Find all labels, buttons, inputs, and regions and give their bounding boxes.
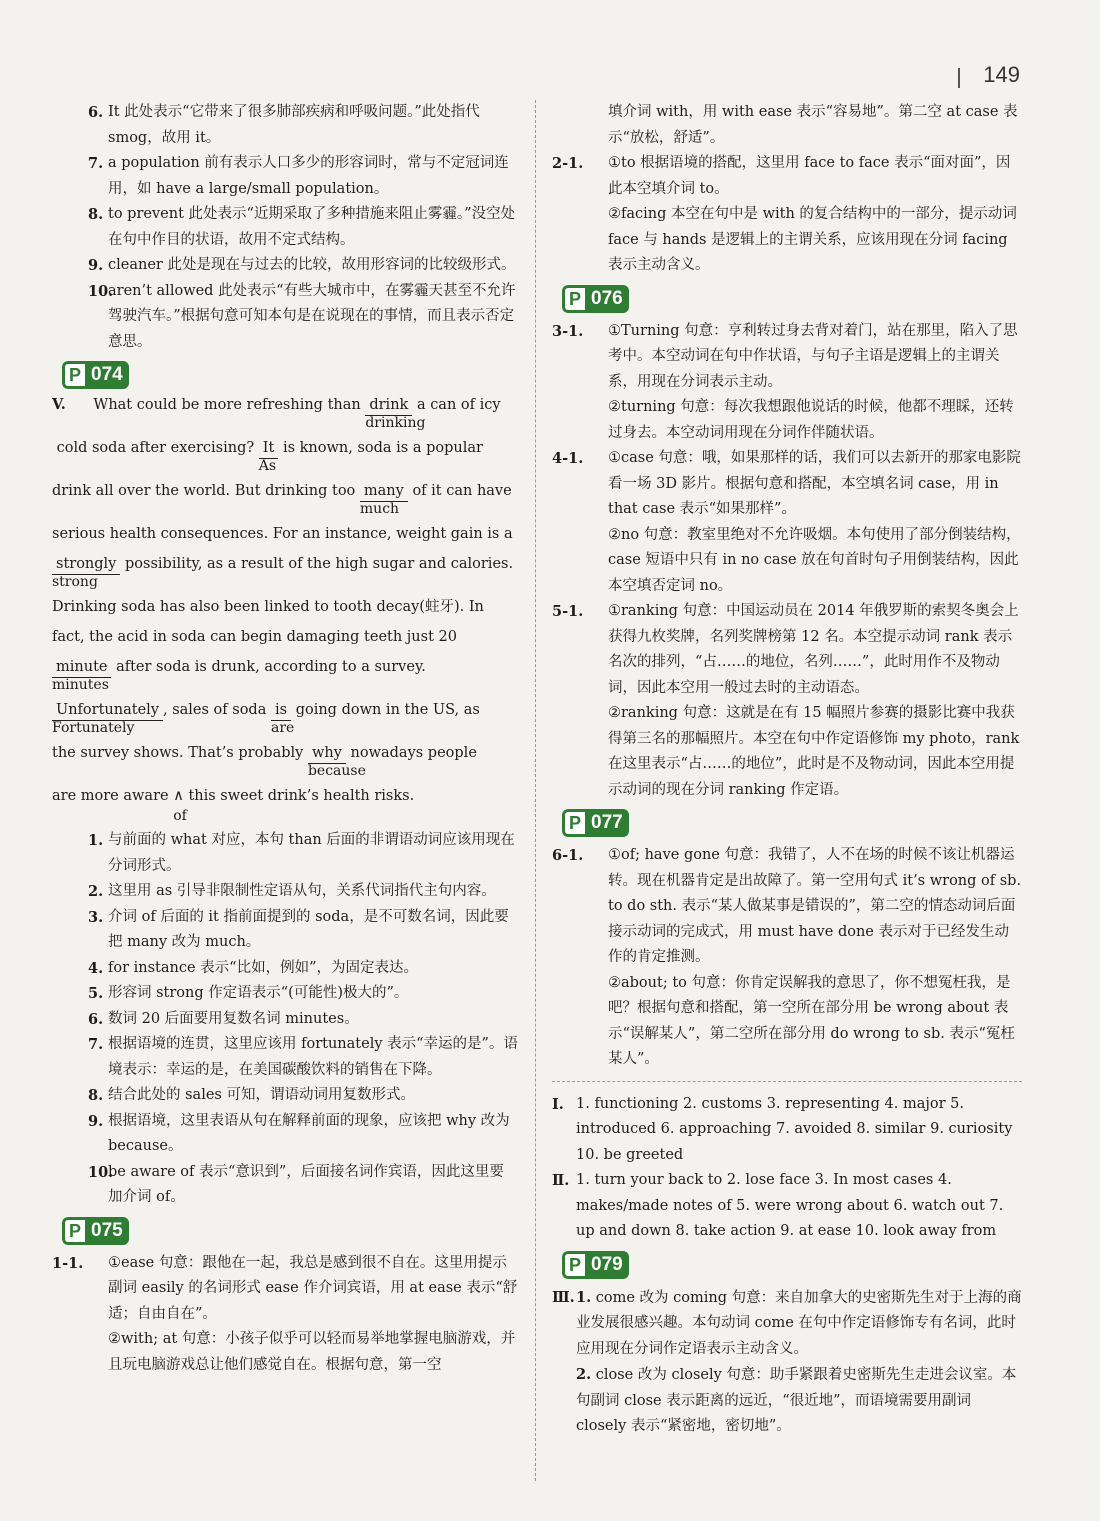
section-divider	[552, 1081, 1022, 1082]
blank: why because	[307, 745, 366, 779]
page-number: 149	[983, 62, 1020, 87]
passage: V. What could be more refreshing than drink drinking a can of icy cold soda after exercising? It As is known, soda is a popular drink all over the world. But drinking too many much of it can have serious health consequences. For an instance, weight gain is a strongly strong possibility, as a result of the high sugar and calories. Drinking soda has also been linked to tooth decay(蛀牙). In fact, the acid in soda can begin damaging teeth just 20 minute minutes after soda is drunk, according to a survey. Unfortunately Fortunately , sales of soda is are going down in the US, as the survey shows. That’s probably why because nowadays people are more aware ∧ of this sweet drink’s health risks.	[52, 396, 514, 824]
blank: minute minutes	[52, 657, 111, 678]
list-item: 3-1. ①Turning 句意：亨利转过身去背对着门，站在那里，陷入了思考中。本空动词在句中作状语，与句子主语是逻辑上的主谓关系，用现在分词表示主动。 ②turning 句意：每次我想跟他说话的时候，他都不理睬，还转过身去。本空动词用现在分词作伴随状语。	[552, 322, 1018, 441]
list-item: 7. a population 前有表示人口多少的形容词时，常与不定冠词连用，如 have a large/small population。	[88, 155, 509, 197]
answer-row: Ⅰ. 1. functioning 2. customs 3. representing 4. major 5. introduced 6. approaching 7. avoided 8. similar 9. curiosity 10. be greeted	[552, 1095, 1013, 1163]
list-item: 10. aren’t allowed 此处表示“有些大城市中，在雾霾天甚至不允许驾驶汽车。”根据句意可知本句是在说现在的事情，而且表示否定意思。	[88, 282, 516, 350]
list-item: 9. 根据语境，这里表语从句在解释前面的现象，应该把 why 改为 because。	[88, 1112, 510, 1154]
list-item: 6. 数词 20 后面要用复数名词 minutes。	[88, 1010, 359, 1028]
blank: strongly strong	[52, 554, 120, 575]
list-item: 填介词 with，用 with ease 表示“容易地”。第二空 at case 表示“放松，舒适”。	[608, 104, 1018, 146]
list-item: 6. It 此处表示“它带来了很多肺部疾病和呼吸问题。”此处指代 smog，故用 it。	[88, 104, 480, 146]
column-divider	[535, 100, 536, 1481]
list-item: 10. be aware of 表示“意识到”，后面接名词作宾语，因此这里要加介词 of。	[88, 1163, 504, 1205]
list-item: 3. 介词 of 后面的 it 指前面提到的 soda，是不可数名词，因此要把 many 改为 much。	[88, 908, 509, 950]
list-item: 1-1. ①ease 句意：跟他在一起，我总是感到很不自在。这里用提示副词 easily 的名词形式 ease 作介词宾语，用 at ease 表示“舒适；自由自在”。 ②with; at 句意：小孩子似乎可以轻而易举地掌握电脑游戏，并且玩电脑游戏总让他们感觉自在。根据句意，第一空	[52, 1254, 518, 1373]
section-tag-075: P 075	[62, 1217, 129, 1245]
answer-row: Ⅲ. 1. come 改为 coming 句意：来自加拿大的史密斯先生对于上海的商业发展很感兴趣。本句动词 come 在句中作定语修饰专有名词，此时应用现在分词作定语表示主动含义。	[552, 1288, 1022, 1357]
answer-row: 2. close 改为 closely 句意：助手紧跟着史密斯先生走进会议室。本句副词 close 表示距离的远近，“很近地”，而语境需要用副词 closely 表示“紧密地，密切地”。	[576, 1366, 1017, 1434]
list-item: 5. 形容词 strong 作定语表示“(可能性)极大的”。	[88, 985, 409, 1002]
list-item: 2-1. ①to 根据语境的搭配，这里用 face to face 表示“面对面”，因此本空填介词 to。 ②facing 本空在句中是 with 的复合结构中的一部分，提示动词 face 与 hands 是逻辑上的主谓关系，应该用现在分词 facing 表示主动含义。	[552, 155, 1017, 273]
right-column	[552, 100, 1022, 1481]
list-item: 8. to prevent 此处表示“近期采取了多种措施来阻止雾霾。”没空处在句中作目的状语，故用不定式结构。	[88, 206, 516, 248]
blank: drink drinking	[365, 397, 426, 431]
list-item: 7. 根据语境的连贯，这里应该用 fortunately 表示“幸运的是”。语境表示：幸运的是，在美国碳酸饮料的销售在下降。	[88, 1036, 518, 1078]
list-item: 8. 结合此处的 sales 可知，谓语动词用复数形式。	[88, 1087, 415, 1104]
blank: Unfortunately Fortunately	[52, 700, 163, 721]
list-item: 5-1. ①ranking 句意：中国运动员在 2014 年俄罗斯的索契冬奥会上获得九枚奖牌，名列奖牌榜第 12 名。本空提示动词 rank 表示名次的排列，“占……的地位，名列……”，此时用作不及物动词，因此本空用一般过去时的主动语态。 ②ranking 句意：这就是在有 15 幅照片参赛的摄影比赛中我获得第三名的那幅照片。本空在句中作定语修饰 my photo，rank 在这里表示“占……的地位”，此时是不及物动词，因此本空用提示动词的现在分词 ranking 作定语。	[552, 603, 1020, 798]
list-item: 9. cleaner 此处是现在与过去的比较，故用形容词的比较级形式。	[88, 257, 516, 274]
section-tag-076: P 076	[562, 285, 629, 313]
list-item: 1. 与前面的 what 对应，本句 than 后面的非谓语动词应该用现在分词形式。	[88, 832, 515, 874]
blank: is are	[270, 702, 295, 736]
list-item: 4. for instance 表示“比如，例如”，为固定表达。	[88, 959, 418, 977]
section-tag-077: P 077	[562, 809, 629, 837]
list-item: 2. 这里用 as 引导非限制性定语从句，关系代词指代主句内容。	[88, 883, 496, 900]
section-tag-074: P 074	[62, 361, 129, 389]
blank: many much	[360, 481, 408, 502]
list-item: 4-1. ①case 句意：哦，如果那样的话，我们可以去新开的那家电影院看一场 3D 影片。根据句意和搭配，本空填名词 case，用 in that case 表示“如果那样”。 ②no 句意：教室里绝对不允许吸烟。本句使用了部分倒装结构，case 短语中只有 in no case 放在句首时句子用倒装结构，因此本空填否定词 no。	[552, 450, 1021, 594]
header-bar	[958, 68, 960, 88]
section-tag-079: P 079	[562, 1251, 629, 1279]
list-item: 6-1. ①of; have gone 句意：我错了，人不在场的时候不该让机器运转。现在机器肯定是出故障了。第一空用句式 it’s wrong of sb. to do sth. 表示“某人做某事是错误的”，第二空的情态动词后面接示动词的完成式，用 must have done 表示对于已经发生动作的肯定推测。 ②about; to 句意：你肯定误解我的意思了，你不想冤枉我，是吧？根据句意和搭配，第一空所在部分用 be wrong about 表示“误解某人”，第二空所在部分用 do wrong to sb. 表示“冤枉某人”。	[552, 847, 1022, 1067]
left-column	[52, 100, 518, 1481]
answer-row: Ⅱ. 1. turn your back to 2. lose face 3. In most cases 4. makes/made notes of 5. were wrong about 6. watch out 7. up and down 8. take action 9. at ease 10. look away from	[552, 1172, 1004, 1239]
blank: It As	[259, 438, 279, 459]
